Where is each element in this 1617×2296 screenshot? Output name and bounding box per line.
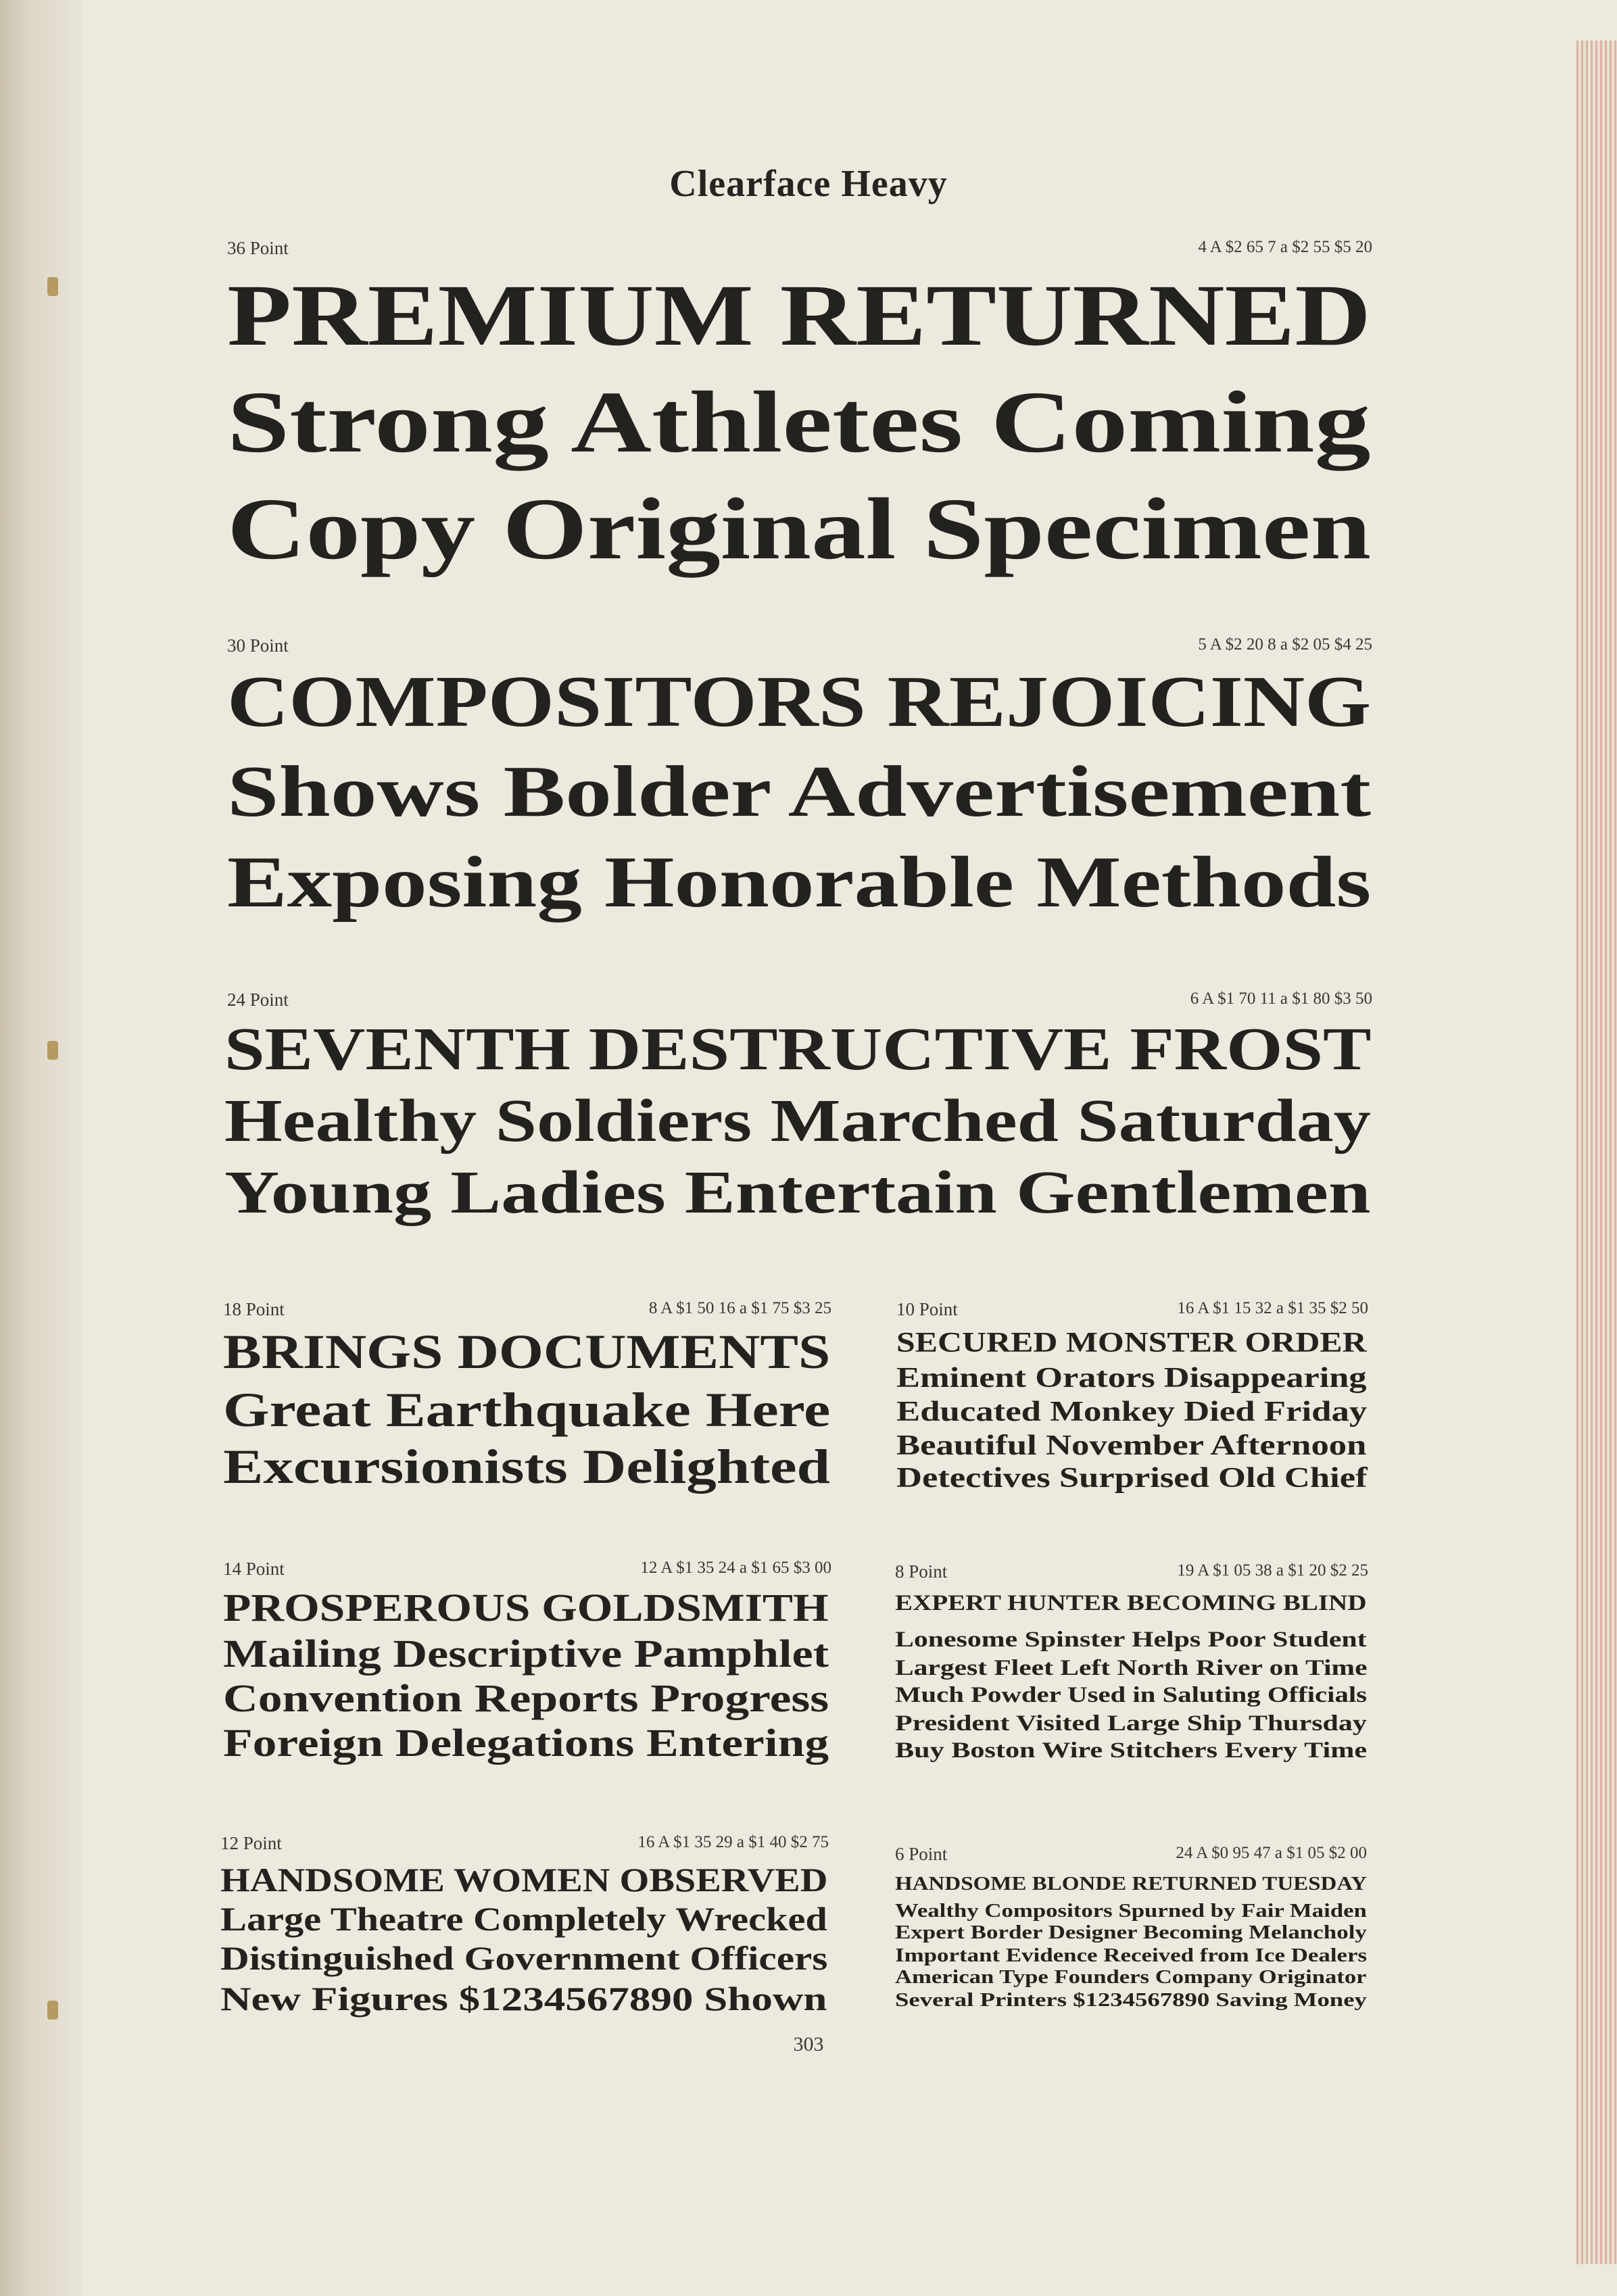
price-line: 16 A $1 15 32 a $1 35 $2 50 [1177, 1299, 1368, 1317]
specimen-line: Healthy Soldiers Marched Saturday [224, 1088, 1371, 1154]
specimen-line: Eminent Orators Disappearing [896, 1363, 1367, 1394]
specimen-line: Great Earthquake Here [223, 1383, 831, 1437]
size-label: 6 Point [895, 1844, 948, 1864]
specimen-line: BRINGS DOCUMENTS [223, 1325, 831, 1379]
size-label: 18 Point [223, 1299, 285, 1319]
binding-thread [47, 2001, 58, 2020]
specimen-line: PROSPEROUS GOLDSMITH [223, 1586, 829, 1630]
price-line: 24 A $0 95 47 a $1 05 $2 00 [1176, 1844, 1367, 1862]
price-line: 19 A $1 05 38 a $1 20 $2 25 [1177, 1561, 1368, 1580]
specimen-line: Several Printers $1234567890 Saving Money [895, 1990, 1367, 2011]
binding-thread [47, 277, 58, 296]
price-line: 8 A $1 50 16 a $1 75 $3 25 [648, 1299, 831, 1317]
size-label: 36 Point [227, 238, 289, 258]
size-label: 10 Point [896, 1299, 958, 1319]
specimen-line: Excursionists Delighted [223, 1440, 831, 1494]
specimen-line: American Type Founders Company Originator [895, 1967, 1367, 1988]
specimen-line: Shows Bolder Advertisement [227, 752, 1372, 832]
size-label: 8 Point [895, 1561, 948, 1582]
binding-thread [47, 1041, 58, 1060]
size-label: 30 Point [227, 635, 289, 656]
specimen-line: Much Powder Used in Saluting Officials [895, 1683, 1368, 1707]
price-line: 12 A $1 35 24 a $1 65 $3 00 [640, 1559, 831, 1577]
specimen-line: PREMIUM RETURNED [227, 267, 1371, 364]
specimen-line: Buy Boston Wire Stitchers Every Time [895, 1738, 1368, 1763]
specimen-line: HANDSOME BLONDE RETURNED TUESDAY [895, 1874, 1368, 1895]
size-label: 12 Point [220, 1833, 282, 1853]
specimen-line: Young Ladies Entertain Gentlemen [224, 1159, 1371, 1226]
size-label: 14 Point [223, 1559, 285, 1579]
specimen-line: Lonesome Spinster Helps Poor Student [895, 1628, 1367, 1652]
size-label: 24 Point [227, 990, 289, 1010]
specimen-line: Convention Reports Progress [223, 1676, 829, 1720]
specimen-line: Large Theatre Completely Wrecked [220, 1900, 827, 1938]
specimen-line: Wealthy Compositors Spurned by Fair Maiden [895, 1901, 1367, 1922]
binding-gutter [0, 0, 81, 2296]
page-title: Clearface Heavy [669, 163, 948, 205]
specimen-line: Mailing Descriptive Pamphlet [223, 1632, 829, 1676]
specimen-line: Educated Monkey Died Friday [896, 1396, 1368, 1427]
specimen-line: Beautiful November Afternoon [896, 1430, 1367, 1461]
specimen-line: HANDSOME WOMEN OBSERVED [220, 1861, 828, 1899]
specimen-line: SECURED MONSTER ORDER [896, 1327, 1367, 1359]
specimen-line: Foreign Delegations Entering [223, 1721, 829, 1765]
specimen-line: Exposing Honorable Methods [227, 842, 1372, 923]
price-line: 5 A $2 20 8 a $2 05 $4 25 [1198, 635, 1372, 654]
page-edges [1576, 41, 1617, 2264]
specimen-line: Copy Original Specimen [227, 481, 1372, 578]
specimen-line: EXPERT HUNTER BECOMING BLIND [895, 1591, 1367, 1615]
specimen-line: COMPOSITORS REJOICING [227, 662, 1372, 742]
specimen-line: Important Evidence Received from Ice Dealers [895, 1945, 1368, 1966]
specimen-line: Expert Border Designer Becoming Melancholy [895, 1922, 1367, 1943]
price-line: 4 A $2 65 7 a $2 55 $5 20 [1198, 238, 1372, 256]
specimen-line: New Figures $1234567890 Shown [220, 1980, 827, 2018]
page-number: 303 [793, 2033, 824, 2055]
specimen-line: Distinguished Government Officers [220, 1939, 828, 1977]
specimen-line: SEVENTH DESTRUCTIVE FROST [224, 1016, 1372, 1083]
specimen-line: Detectives Surprised Old Chief [896, 1463, 1368, 1494]
specimen-line: Largest Fleet Left North River on Time [895, 1656, 1368, 1680]
specimen-line: Strong Athletes Coming [227, 374, 1371, 471]
specimen-line: President Visited Large Ship Thursday [895, 1711, 1367, 1736]
price-line: 6 A $1 70 11 a $1 80 $3 50 [1190, 990, 1372, 1008]
price-line: 16 A $1 35 29 a $1 40 $2 75 [637, 1833, 829, 1851]
